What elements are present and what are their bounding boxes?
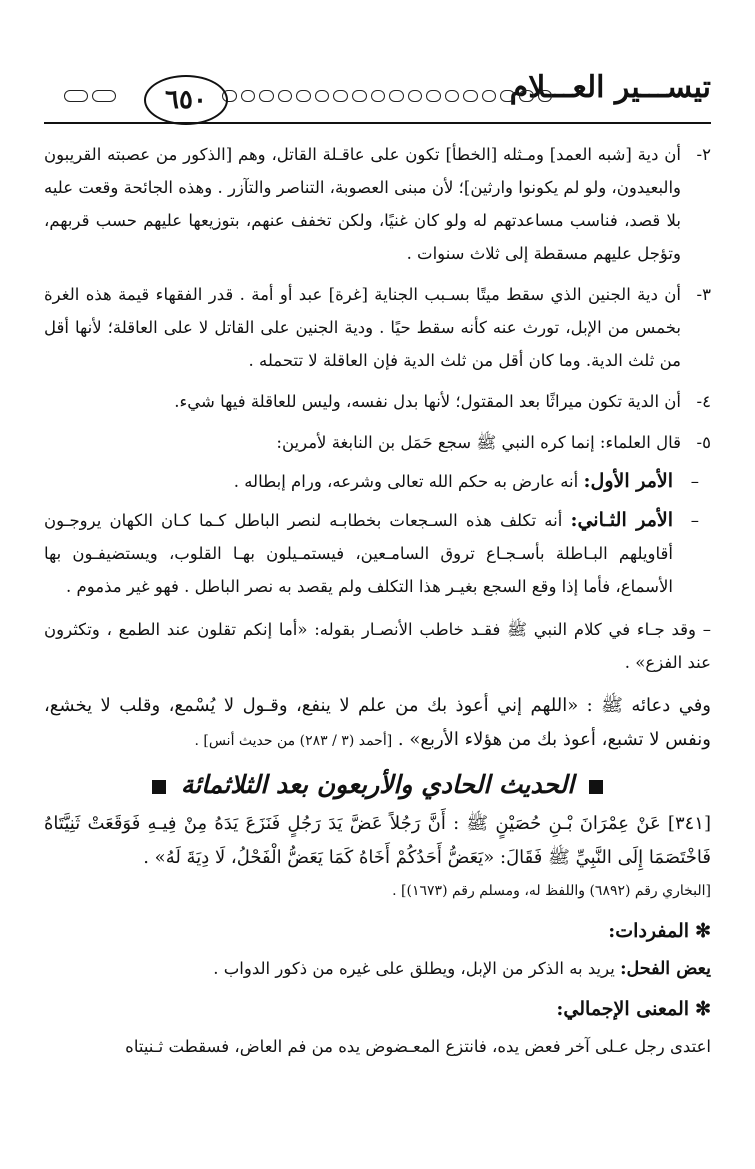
list-item (44, 278, 711, 377)
item-text: قال العلماء: إنما كره النبي ﷺ سجع حَمَل بن النابغة لأمرين: (276, 433, 681, 452)
hadith-text: [٣٤١] عَنْ عِمْرَانَ بْـنِ حُصَيْنٍ ﷺ : أَنَّ رَجُلاً عَضَّ يَدَ رَجُلٍ فَنَزَعَ يَدَهُ مِنْ فِيـهِ فَوَقَعَتْ ثَنِيَّتَاهُ فَاخْتَصَمَا إِلَى النَّبِيِّ ﷺ فَقَالَ: «يَعَضُّ أَحَدُكُمْ أَخَاهُ كَمَا يَعَضُّ الْفَحْلُ، لَا دِيَةَ لَهُ» . (44, 813, 711, 868)
section-title (44, 770, 711, 799)
reason-lead: الأمر الأول: (583, 470, 673, 492)
dua-text: وفي دعائه ﷺ : «اللهم إني أعوذ بك من علم لا ينفع، وقـول لا يُسْمع، وقلب لا يخشع، ونفس لا تشبع، أعوذ بك من هؤلاء الأربع» . (44, 695, 711, 750)
vocab-heading-text: المفردات: (608, 920, 690, 942)
list-item (44, 138, 711, 270)
reason-text: أنه تكلف هذه السـجعات بخطابـه لنصر الباطل كـما كـان الكهان يروجـون أقاويلهم البـاطلة بأسـجـاع تروق السامـعين، فيستمـيلون بهـا القلوب، ويستضيفـون بها الأسماع، فأما إذا وقع السجع بغيـر هذا التكلف ولم يقصد به نصر الباطل . فهو غير مذموم . (44, 511, 673, 596)
header-rule (44, 122, 711, 124)
summary-heading-text: المعنى الإجمالي: (556, 998, 690, 1020)
list-item (44, 385, 711, 418)
square-ornament (152, 780, 166, 794)
item-text: أن الدية تكون ميراثًا بعد المقتول؛ لأنها بدل نفسه، وليس للعاقلة فيها شيء. (174, 392, 681, 411)
corner-ornament (64, 90, 120, 106)
summary-heading (44, 998, 711, 1020)
reason-lead: الأمر الثـاني: (570, 509, 673, 531)
speech-paragraph: – وقد جـاء في كلام النبي ﷺ فقـد خاطب الأنصـار بقوله: «أما إنكم تقلون عند الطمع ، وتكثرون عند الفزع» . (44, 620, 711, 672)
section-title-text: الحديث الحادي والأربعون بعد الثلاثمائة (180, 770, 575, 799)
asterisk-icon: ✻ (695, 920, 711, 942)
vocab-term: يعض الفحل: (620, 959, 711, 979)
square-ornament (589, 780, 603, 794)
header-ornament-row (222, 90, 552, 108)
item-text: أن دية [شبه العمد] ومـثله [الخطأ] تكون على عاقـلة القاتل، وهم [الذكور من عصبته القريبون والبعيدون، ولو لم يكونوا وارثين]؛ لأن مبنى العصوبة، التناصر والتآزر . وهذه الجائحة وقعت عليه بلا قصد، فناسب مساعدتهم له ولو كان غنيًا، ولكن تخفف عنهم، بتوزيعها عليهم حسب قربهم، وتؤجل عليهم مسقطة إلى ثلاث سنوات . (43, 145, 681, 263)
page-number: ٦٥٠ (144, 75, 228, 125)
vocab-entry (44, 952, 711, 986)
reason-item (44, 504, 711, 603)
asterisk-icon: ✻ (695, 998, 711, 1020)
summary-text: اعتدى رجل عـلى آخر فعض يده، فانتزع المعـضوض يده من فم العاض، فسقطت ثـنيتاه (125, 1037, 711, 1056)
dash-marker: – (690, 472, 699, 491)
reason-text: أنه عارض به حكم الله تعالى وشرعه، ورام إبطاله . (233, 472, 579, 491)
item-number: ٣- (696, 285, 711, 304)
page-header (44, 0, 711, 130)
item-number: ٢- (696, 145, 711, 164)
item-text: أن دية الجنين الذي سقط ميتًا بسـبب الجناية [غرة] عبد أو أمة . قدر الفقهاء قيمة هذه الغرة بخمس من الإبل، تورث عنه كأنه سقط حيًا . ودية الجنين على القاتل لا على العاقلة؛ لأنها أقل من ثلث الدية. وما كان أقل من ثلث الدية فإن العاقلة لا تتحمله . (44, 285, 681, 370)
dash-marker: – (690, 511, 699, 530)
book-page (44, 0, 711, 1169)
vocab-heading (44, 920, 711, 942)
dua-reference: [أحمد (٣ / ٢٨٣) من حديث أنس] . (194, 733, 393, 749)
running-title: تيســـير العـــلام (509, 70, 711, 105)
item-number: ٥- (696, 433, 711, 452)
vocab-definition: يريد به الذكر من الإبل، ويطلق على غيره من ذكور الدواب . (213, 959, 615, 978)
dua-paragraph (44, 689, 711, 758)
list-item (44, 426, 711, 459)
hadith-source: [البخاري رقم (٦٨٩٢) واللفظ له، ومسلم رقم (١٦٧٣)] . (392, 883, 711, 899)
item-number: ٤- (696, 392, 711, 411)
reason-item (44, 465, 711, 498)
